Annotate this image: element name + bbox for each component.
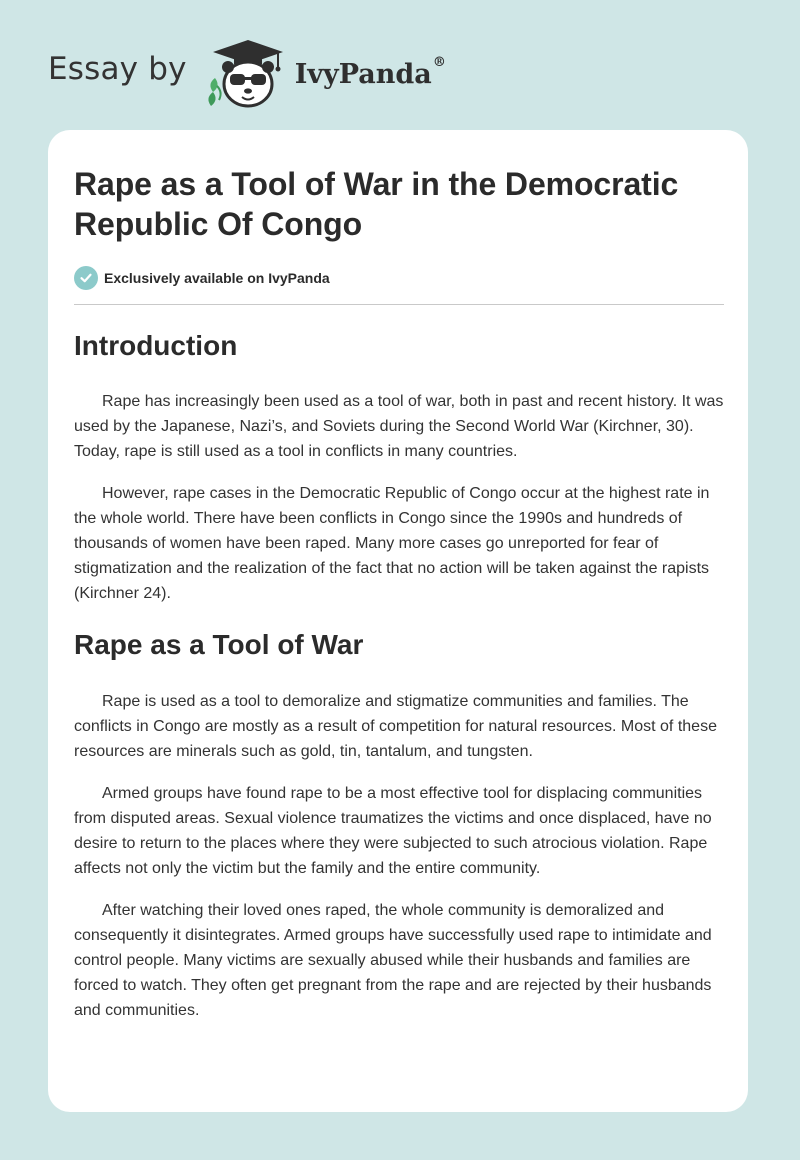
section-heading: Introduction [74, 330, 238, 361]
essay-content [74, 164, 724, 1023]
site-header [48, 34, 446, 110]
ivypanda-logo-icon[interactable] [201, 34, 291, 110]
registered-mark: ® [432, 54, 446, 70]
section-introduction [74, 329, 724, 606]
exclusive-badge [74, 266, 724, 290]
paragraph: After watching their loved ones raped, the whole community is demoralized and consequently it disintegrates. Armed groups have successfully used rape to intimidate and control people. Many victims are sexually abused while their husbands and families are forced to watch. They often get pregnant from the rape and are rejected by their husbands and communities. [74, 902, 712, 1019]
paragraph: Rape has increasingly been used as a tool of war, both in past and recent history. It was used by the Japanese, Nazi’s, and Soviets during the Second World War (Kirchner, 30). Today, rape is still used as a tool in conflicts in many countries. [74, 393, 724, 460]
essay-card [48, 130, 748, 1112]
section-heading: Rape as a Tool of War [74, 629, 364, 660]
paragraph: Rape is used as a tool to demoralize and stigmatize communities and families. The conflicts in Congo are mostly as a result of competition for natural resources. Most of these resources are minerals such as gold, tin, tantalum, and tungsten. [74, 693, 717, 760]
paragraph: However, rape cases in the Democratic Republic of Congo occur at the highest rate in the whole world. There have been conflicts in Congo since the 1990s and hundreds of thousands of women have been raped. Many more cases go unreported for fear of stigmatization and the realization of the fact that no action will be taken against the rapists (Kirchner 24). [74, 485, 710, 602]
check-circle-icon [74, 266, 98, 290]
page-title: Rape as a Tool of War in the Democratic Republic Of Congo [74, 166, 679, 242]
title-divider [74, 304, 724, 305]
section-rape-as-tool-of-war [74, 628, 724, 1023]
brand-text: IvyPanda [294, 58, 432, 90]
paragraph: Armed groups have found rape to be a most effective tool for displacing communities from disputed areas. Sexual violence traumatizes the victims and once displaced, have no desire to return to the places where they were subjected to such atrocious violation. Rape affects not only the victim but the family and the entire community. [74, 785, 712, 877]
essay-by-label: Essay by [48, 51, 187, 87]
brand-name[interactable] [294, 54, 446, 90]
badge-label: Exclusively available on IvyPanda [104, 270, 330, 286]
